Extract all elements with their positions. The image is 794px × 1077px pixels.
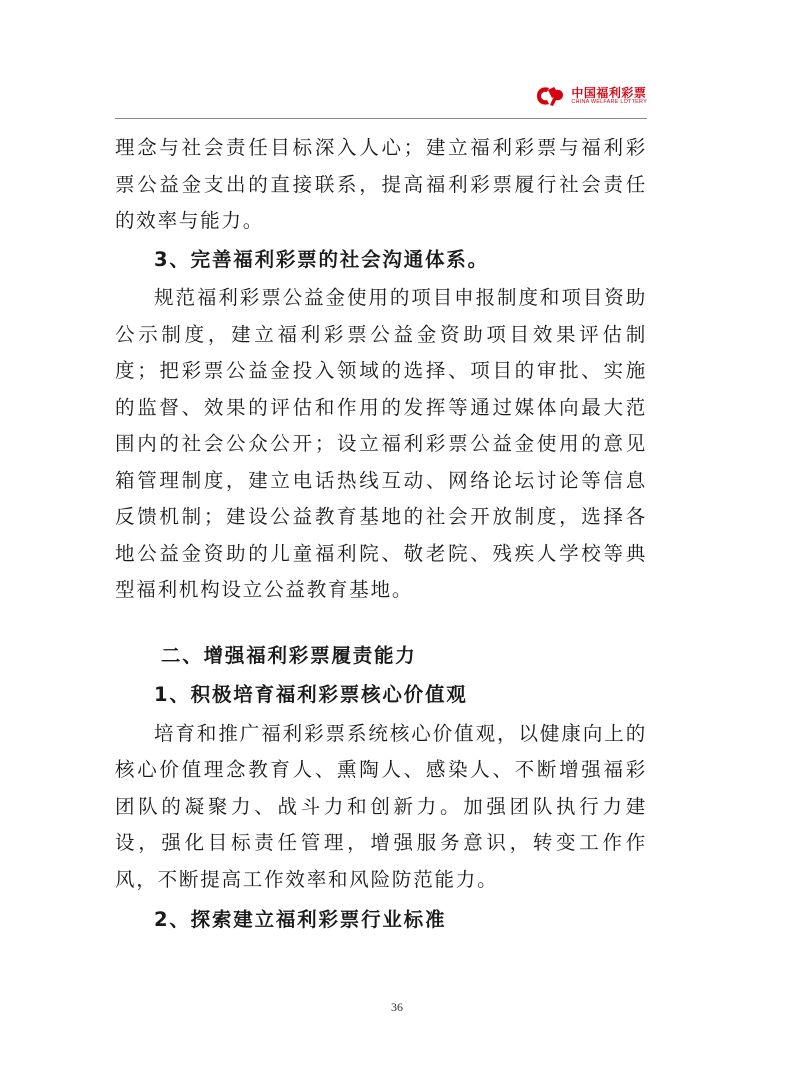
paragraph-continuation: 理念与社会责任目标深入人心；建立福利彩票与福利彩票公益金支出的直接联系，提高福利彩票履行社会责任的效率与能力。 xyxy=(115,136,647,232)
chapter-heading-2: 二、增强福利彩票履责能力 xyxy=(161,643,417,667)
document-body xyxy=(115,130,647,939)
logo-chinese-text: 中国福利彩票 xyxy=(571,85,647,100)
section-heading-1: 1、积极培育福利彩票核心价值观 xyxy=(154,683,468,706)
page-number: 36 xyxy=(391,1000,403,1014)
section-heading-3: 3、完善福利彩票的社会沟通体系。 xyxy=(154,247,489,271)
china-welfare-lottery-logo xyxy=(533,84,647,108)
lottery-logo-icon xyxy=(533,84,567,108)
page-header xyxy=(115,84,647,114)
paragraph-core-values: 培育和推广福利彩票系统核心价值观，以健康向上的核心价值理念教育人、熏陶人、感染人、不断增强福彩团队的凝聚力、战斗力和创新力。加强团队执行力建设，强化目标责任管理，增强服务意识，转变工作作风，不断提高工作效率和风险防范能力。 xyxy=(115,721,647,891)
logo-english-text: CHINA WELFARE LOTTERY xyxy=(571,98,647,105)
paragraph-communication-system: 规范福利彩票公益金使用的项目申报制度和项目资助公示制度，建立福利彩票公益金资助项目效果评估制度；把彩票公益金投入领域的选择、项目的审批、实施的监督、效果的评估和作用的发挥等通过媒体向最大范围内的社会公众公开；设立福利彩票公益金使用的意见箱管理制度，建立电话热线互动、网络论坛讨论等信息反馈机制；建设公益教育基地的社会开放制度，选择各地公益金资助的儿童福利院、敬老院、残疾人学校等典型福利机构设立公益教育基地。 xyxy=(115,286,647,601)
header-divider xyxy=(115,118,647,119)
section-heading-2: 2、探索建立福利彩票行业标准 xyxy=(154,908,447,931)
